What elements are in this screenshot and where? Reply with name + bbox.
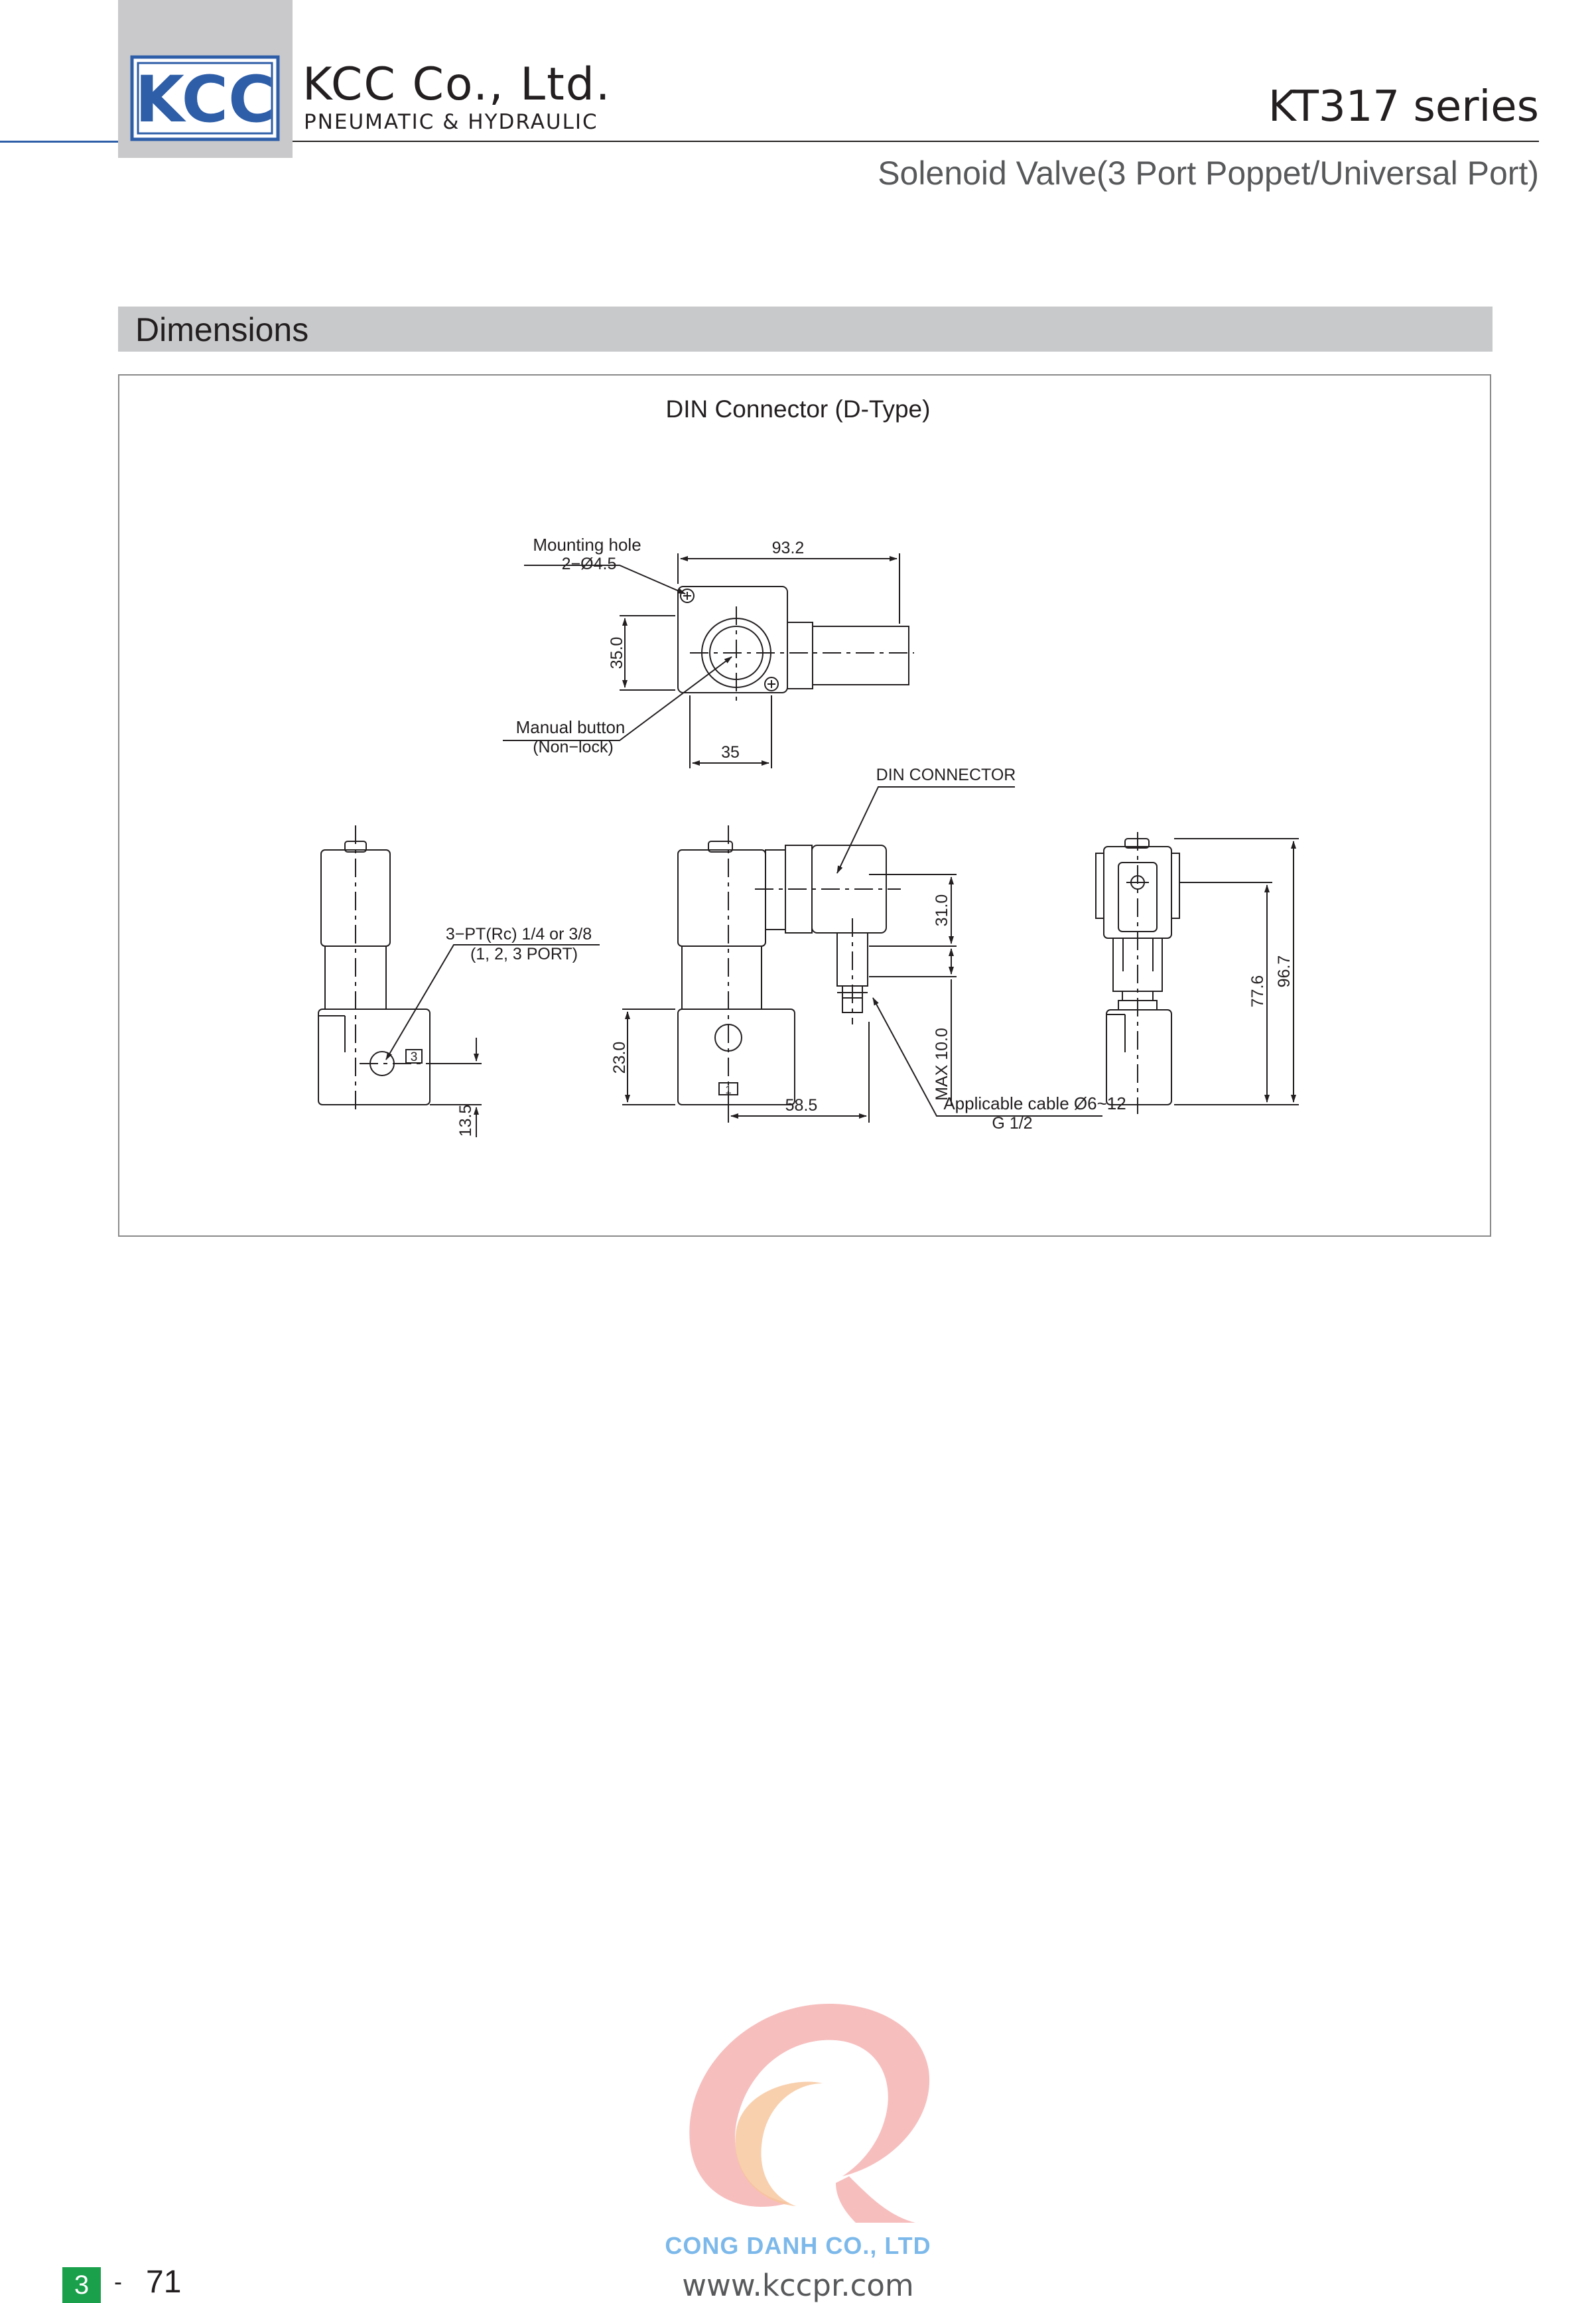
kcc-logo (130, 55, 280, 141)
section-title: Dimensions (135, 311, 309, 348)
left-side-view (318, 825, 600, 1137)
page-number: 71 (146, 2265, 182, 2300)
port-mark-1: 1 (725, 1083, 732, 1096)
port-numbers-label: (1, 2, 3 PORT) (470, 945, 578, 963)
right-side-view (1096, 832, 1299, 1114)
dim-total-height: 96.7 (1275, 955, 1294, 988)
dim-connector-height: 31.0 (933, 894, 951, 927)
cable-label: Applicable cable Ø6~12 (943, 1093, 1126, 1113)
watermark-logo (657, 1977, 949, 2229)
dim-top-base: 35 (721, 743, 740, 762)
website-url: www.kccpr.com (682, 2268, 914, 2303)
mounting-hole-spec: 2−Ø4.5 (561, 555, 617, 573)
header-accent-line (0, 141, 118, 143)
dim-port-height: 23.0 (610, 1041, 629, 1074)
header-rule (293, 141, 1539, 142)
manual-button-label: Manual button (515, 717, 626, 737)
chapter-badge: 3 (62, 2267, 101, 2303)
dimension-drawing (118, 374, 1491, 1237)
mounting-hole-label: Mounting hole (533, 535, 641, 555)
dim-top-width: 93.2 (771, 539, 805, 557)
company-name: KCC Co., Ltd. (302, 58, 612, 111)
product-subtitle: Solenoid Valve(3 Port Poppet/Universal Port) (878, 155, 1539, 192)
front-view (622, 787, 1102, 1123)
drawing-title: DIN Connector (D-Type) (665, 395, 931, 423)
section-bar (118, 307, 1493, 352)
dim-body-height: 77.6 (1248, 975, 1267, 1008)
din-connector-label: DIN CONNECTOR (876, 766, 1016, 784)
logo-text: KCC (135, 62, 275, 137)
company-tagline: PNEUMATIC & HYDRAULIC (304, 110, 598, 134)
page-separator: - (114, 2268, 122, 2295)
dim-cable-max: MAX 10.0 (933, 1028, 951, 1101)
port-mark-3: 3 (410, 1050, 418, 1064)
dim-connector-offset: 58.5 (785, 1096, 818, 1115)
cable-thread-label: G 1/2 (992, 1114, 1033, 1133)
series-title: KT317 series (1268, 82, 1539, 131)
watermark-text: CONG DANH CO., LTD (665, 2232, 931, 2259)
port-spec-label: 3−PT(Rc) 1/4 or 3/8 (445, 925, 592, 943)
dim-port-offset: 13.5 (456, 1104, 475, 1137)
manual-button-type: (Non−lock) (533, 738, 614, 756)
dim-top-height: 35.0 (608, 636, 626, 669)
